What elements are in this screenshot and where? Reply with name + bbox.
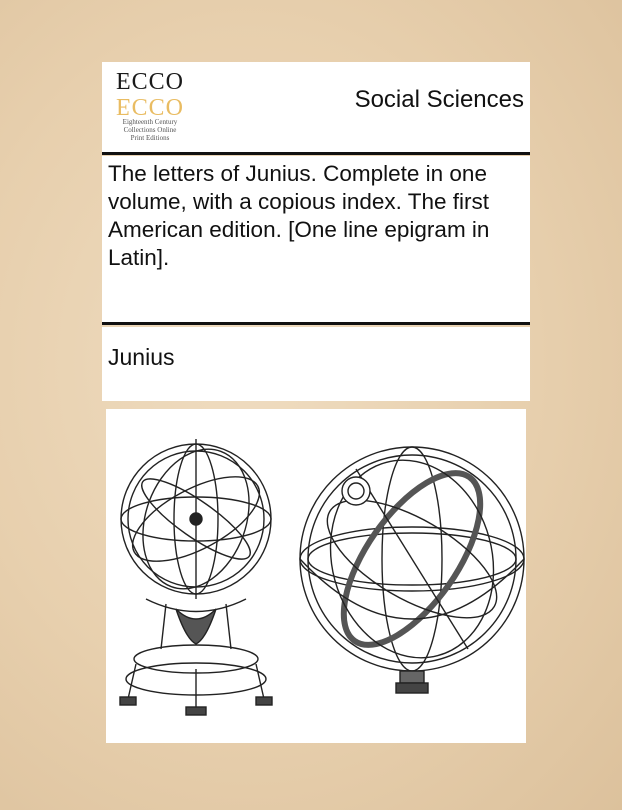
logo-line-1: Eighteenth Century [122,118,178,126]
book-author: Junius [108,344,175,370]
divider-top [102,152,530,155]
divider-bottom [102,322,530,325]
header-panel [102,62,530,152]
logo-line-3: Print Editions [130,134,170,142]
armillary-spheres-illustration [106,409,526,743]
ecco-logo [110,70,190,142]
right-sphere [300,442,524,693]
left-sphere [120,434,272,715]
title-panel [102,156,530,322]
category-label: Social Sciences [354,86,524,113]
logo-line-2: Collections Online [123,126,177,134]
engraving-image [106,409,526,743]
author-panel [102,327,530,401]
logo-wordmark-reflection: ECCO [115,93,184,119]
book-title: The letters of Junius. Complete in one volume, with a copious index. The first American edition. [One line epigram in Latin]. [108,161,490,270]
logo-wordmark: ECCO [115,69,184,95]
